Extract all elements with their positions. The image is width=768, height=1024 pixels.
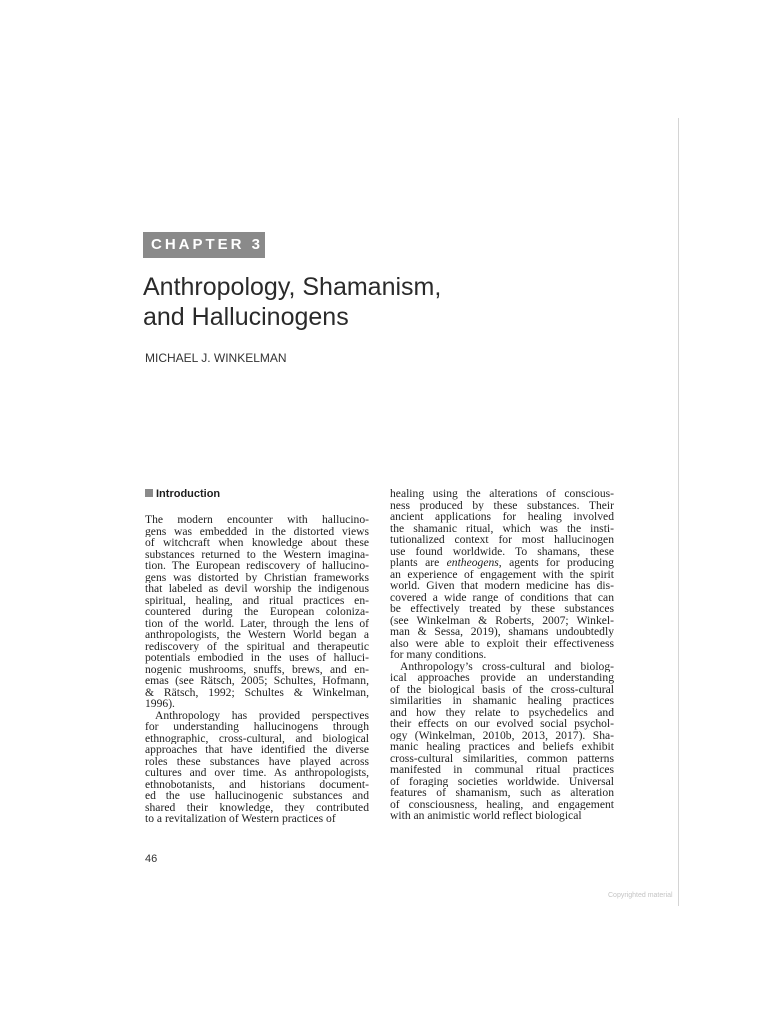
text-line: for many conditions. (390, 649, 487, 661)
text-line: Anthropology has provided perspectives (155, 709, 369, 721)
text-line: ness produced by these substances. Their (390, 499, 614, 511)
text-line: ed the use hallucinogenic substances and (145, 790, 369, 802)
text-line: also were able to exploit their effectiveness (390, 637, 614, 649)
right-column-text (390, 488, 614, 822)
text-line: of the biological basis of the cross-cultural (390, 683, 614, 695)
text-line: spiritual, healing, and ritual practices en- (145, 594, 369, 606)
text-line: healing using the alterations of conscious- (390, 488, 614, 500)
text-line: roles these substances have played across (145, 755, 369, 767)
text-line: countered during the European coloniza- (145, 606, 369, 618)
text-line: of witchcraft when knowledge about these (145, 537, 369, 549)
text-line: of consciousness, healing, and engagement (390, 798, 614, 810)
left-column-text (145, 514, 369, 825)
text-line: covered a wide range of conditions that can (390, 591, 614, 603)
text-line: shared their knowledge, they contributed (145, 801, 369, 813)
text-line: ethnobotanists, and historians document- (145, 778, 369, 790)
text-line: cross-cultural similarities, common patterns (390, 752, 614, 764)
text-line: features of shamanism, such as alteration (390, 787, 614, 799)
text-line: tion of the world. Later, through the lens of (145, 617, 369, 629)
text-line: Anthropology’s cross-cultural and biolog- (400, 660, 614, 672)
copyright-notice: Copyrighted material (608, 892, 673, 899)
text-line: substances returned to the Western imagina- (145, 548, 369, 560)
chapter-title (143, 272, 623, 332)
text-line: rediscovery of the spiritual and therapeutic (145, 640, 369, 652)
text-line: tion. The European rediscovery of hallucino- (145, 560, 369, 572)
text-line: man & Sessa, 2019), shamans undoubtedly (390, 626, 614, 638)
text-line: use found worldwide. To shamans, these (390, 545, 614, 557)
page-number: 46 (145, 853, 158, 865)
text-line: emas (see Rätsch, 2005; Schultes, Hofmann, (145, 675, 369, 687)
text-line: tutionalized context for most hallucinogen (390, 534, 614, 546)
left-column (145, 488, 369, 825)
text-line: with an animistic world reflect biological (390, 810, 582, 822)
text-line: the shamanic ritual, which was the insti- (390, 522, 614, 534)
text-line: to a revitalization of Western practices of (145, 813, 336, 825)
text-line: anthropologists, the Western World began a (145, 629, 369, 641)
text-line: of foraging societies worldwide. Universal (390, 775, 614, 787)
text-line: The modern encounter with hallucino- (145, 514, 369, 526)
text-line: manic healing practices and beliefs exhibit (390, 741, 614, 753)
text-line: gens was distorted by Christian frameworks (145, 571, 369, 583)
text-line: world. Given that modern medicine has dis- (390, 580, 614, 592)
text-line: ethnographic, cross-cultural, and biological (145, 732, 369, 744)
text-line: and how they relate to psychedelics and (390, 706, 614, 718)
text-line: gens was embedded in the distorted views (145, 525, 369, 537)
chapter-title-line-1: Anthropology, Shamanism, (143, 273, 442, 301)
text-line: ogy (Winkelman, 2010b, 2013, 2017). Sha- (390, 729, 614, 741)
text-line: nogenic mushrooms, snuffs, brews, and en- (145, 663, 369, 675)
text-line: (see Winkelman & Roberts, 2007; Winkel- (390, 614, 614, 626)
chapter-title-line-2: and Hallucinogens (143, 303, 349, 331)
text-line: similarities in shamanic healing practices (390, 695, 614, 707)
right-column (390, 488, 614, 822)
text-line: approaches that have identified the diverse (145, 744, 369, 756)
text-line: an experience of engagement with the spirit (390, 568, 614, 580)
text-line: & Rätsch, 1992; Schultes & Winkelman, (145, 686, 369, 698)
text-line: cultures and over time. As anthropologists, (145, 767, 369, 779)
text-line: ancient applications for healing involved (390, 511, 614, 523)
section-marker-icon (145, 489, 153, 497)
text-line: ical approaches provide an understanding (390, 672, 614, 684)
chapter-label: CHAPTER 3 (143, 232, 265, 258)
text-line: potentials embodied in the uses of halluci- (145, 652, 369, 664)
text-line: 1996). (145, 698, 175, 710)
author-name: MICHAEL J. WINKELMAN (145, 351, 287, 365)
page-edge-divider (678, 118, 679, 906)
text-line: for understanding hallucinogens through (145, 721, 369, 733)
text-line: manifested in communal ritual practices (390, 764, 614, 776)
section-heading (145, 488, 369, 500)
text-line: their effects on our evolved social psychol- (390, 718, 614, 730)
section-heading-text: Introduction (156, 488, 221, 500)
text-line: plants are entheogens, agents for producing (390, 557, 614, 569)
text-line: be effectively treated by these substances (390, 603, 614, 615)
text-line: that labeled as devil worship the indigenous (145, 583, 369, 595)
